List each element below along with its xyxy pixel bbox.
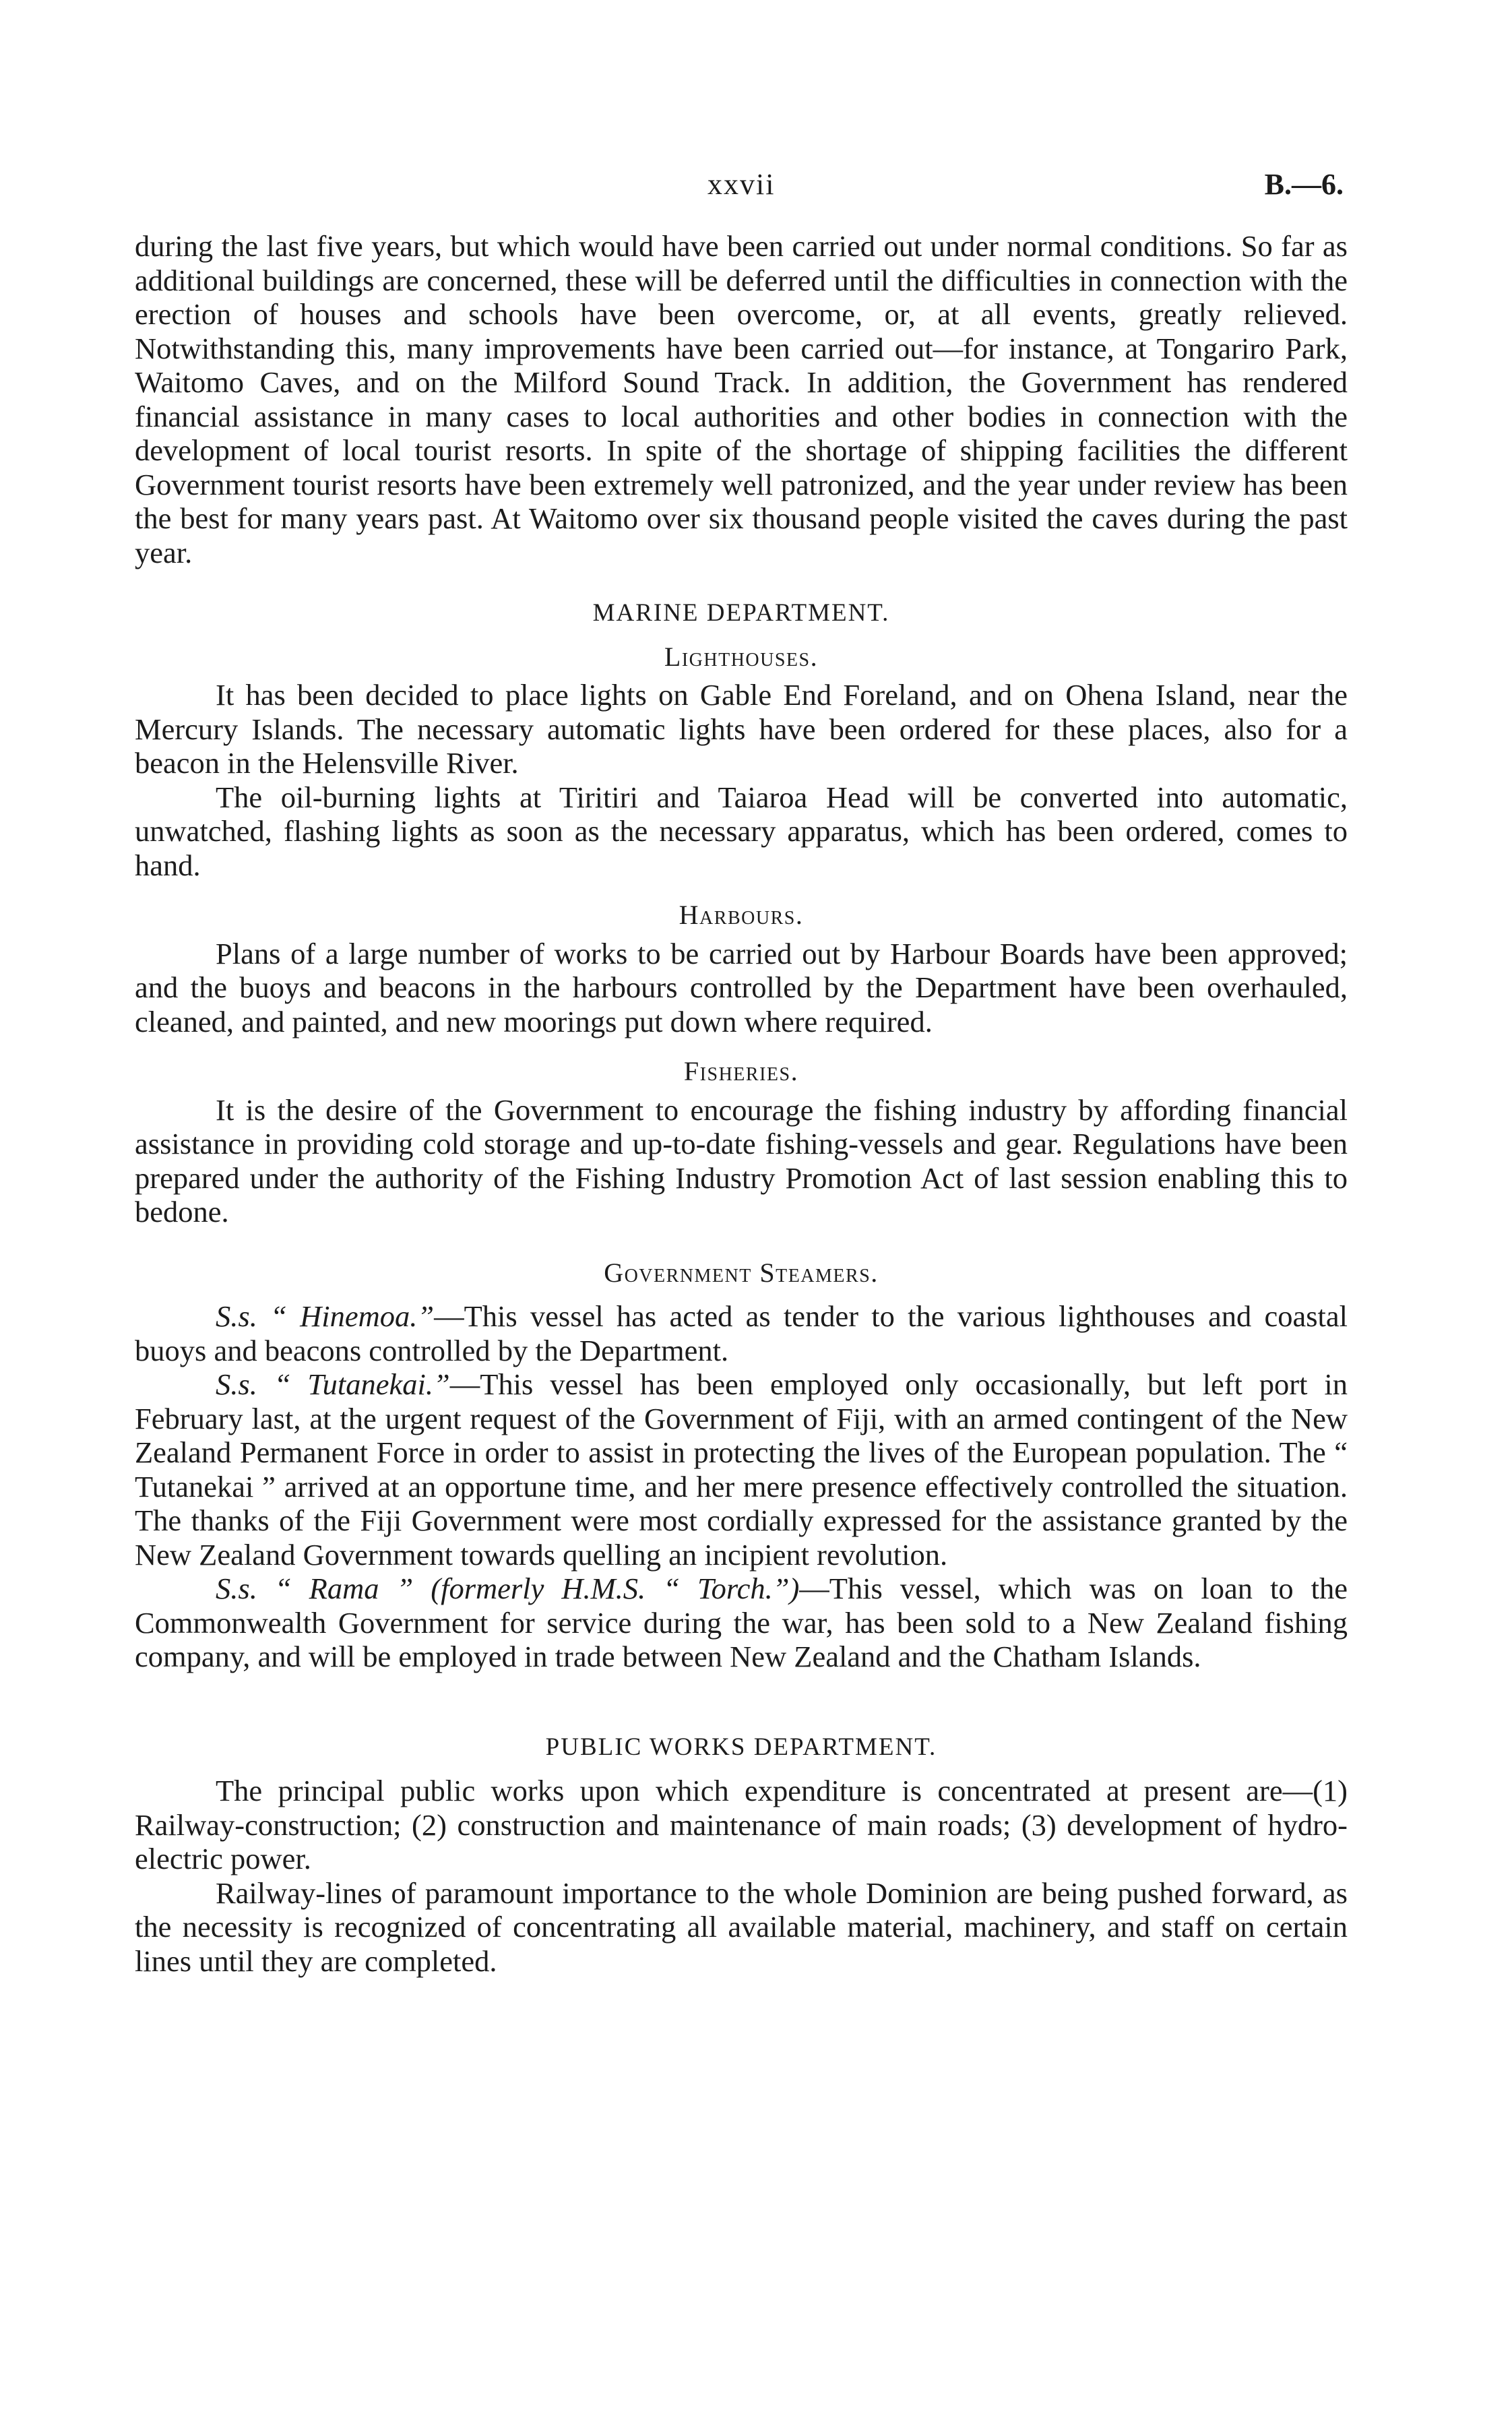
government-steamers-heading: Government Steamers. — [604, 1257, 879, 1288]
ship-name: “ Hinemoa.” — [270, 1299, 435, 1333]
ship-description: —This vessel, which was on loan to the Commonwealth Government for service during the war, has been sold to a New Zealand fishing company, and will be employed in trade between New Zealand and the Chatham Islands. — [135, 1572, 1348, 1673]
lighthouses-paragraph: The oil-burning lights at Tiritiri and Taiaroa Head will be converted into automatic, unwatched, flashing lights as soon as the necessary apparatus, which has been ordered, comes to hand. — [135, 780, 1348, 882]
ship-prefix: S.s. — [216, 1299, 257, 1333]
ship-description: —This vessel has acted as tender to the various lighthouses and coastal buoys and beacons controlled by the Department. — [135, 1299, 1348, 1367]
public-works-paragraph: Railway-lines of paramount importance to the whole Dominion are being pushed forward, as the necessity is recognized of concentrating all available material, machinery, and staff on certain lines until they are completed. — [135, 1875, 1348, 1978]
public-works-department-heading: PUBLIC WORKS DEPARTMENT. — [545, 1733, 937, 1761]
fisheries-heading: Fisheries. — [683, 1056, 799, 1086]
steamer-paragraph-rama — [135, 1572, 1348, 1674]
page-number: xxvii — [707, 168, 776, 201]
ship-prefix: S.s. — [216, 1367, 257, 1401]
steamer-paragraph-hinemoa — [135, 1299, 1348, 1367]
document-reference: B.—6. — [1264, 168, 1344, 201]
public-works-paragraph: The principal public works upon which expenditure is concentrated at present are—(1) Railway-construction; (2) construction and maintenance of main roads; (3) development of hydro-electric power. — [135, 1774, 1348, 1875]
steamer-paragraph-tutanekai — [135, 1367, 1348, 1572]
lighthouses-paragraph: It has been decided to place lights on Gable End Foreland, and on Ohena Island, near the Mercury Islands. The necessary automatic lights have been ordered for these places, also for a beacon in the Helensville River. — [135, 678, 1348, 780]
harbours-paragraph: Plans of a large number of works to be carried out by Harbour Boards have been approved; and the buoys and beacons in the harbours controlled by the Department have been overhauled, cleaned, and painted, and new moorings put down where required. — [135, 936, 1348, 1038]
ship-name: “ Tutanekai.” — [274, 1367, 450, 1401]
ship-name: “ Rama ” (formerly H.M.S. “ Torch.”) — [274, 1572, 800, 1605]
ship-description: —This vessel has been employed only occasionally, but left port in February last, at the urgent request of the Government of Fiji, with an armed contingent of the New Zealand Permanent Force in order to assist in protecting the lives of the European population. The “ Tutanekai ” arrived at an opportune time, and her mere presence effectively controlled the situation. The thanks of the Fiji Government were most cordially expressed for the assistance granted by the New Zealand Government towards quelling an incipient revolution. — [135, 1367, 1348, 1572]
intro-paragraph: during the last five years, but which would have been carried out under normal conditions. So far as additional buildings are concerned, these will be deferred until the difficulties in connection with the erection of houses and schools have been overcome, or, at all events, greatly relieved. Notwithstanding this, many improvements have been carried out—for instance, at Tongariro Park, Waitomo Caves, and on the Milford Sound Track. In addition, the Government has rendered financial assistance in many cases to local authorities and other bodies in connection with the development of local tourist resorts. In spite of the shortage of shipping facilities the different Government tourist resorts have been extremely well patronized, and the year under review has been the best for many years past. At Waitomo over six thousand people visited the caves during the past year. — [135, 229, 1348, 569]
ship-prefix: S.s. — [216, 1572, 257, 1605]
lighthouses-heading: Lighthouses. — [664, 641, 819, 672]
page-body — [135, 229, 1348, 1978]
harbours-heading: Harbours. — [679, 900, 804, 930]
marine-department-heading: MARINE DEPARTMENT. — [592, 599, 890, 627]
fisheries-paragraph: It is the desire of the Government to encourage the fishing industry by affording financial assistance in providing cold storage and up-to-date fishing-vessels and gear. Regulations have been prepared under the authority of the Fishing Industry Promotion Act of last session enabling this to bedone. — [135, 1092, 1348, 1229]
page-header — [0, 167, 1512, 208]
